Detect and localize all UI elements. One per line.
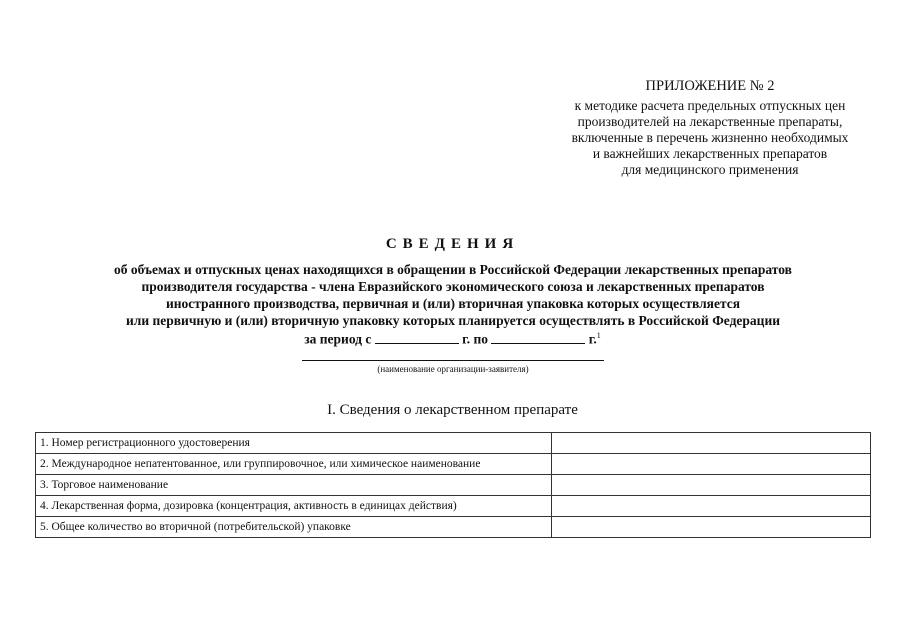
drug-info-table <box>35 432 871 538</box>
period-line <box>0 331 905 348</box>
row-label: 3. Торговое наименование <box>36 475 552 496</box>
period-suffix: г. <box>588 331 597 347</box>
org-name-line[interactable] <box>302 360 604 361</box>
period-start-blank[interactable] <box>375 332 459 344</box>
row-value-cell[interactable] <box>552 517 871 538</box>
subtitle-line: иностранного производства, первичная и (или) вторичная упаковка которых осуществляется <box>165 296 741 311</box>
table-row <box>36 496 871 517</box>
row-value-cell[interactable] <box>552 475 871 496</box>
subtitle-line: об объемах и отпускных ценах находящихся в обращении в Российской Федерации лекарственных препаратов <box>114 262 792 277</box>
table-row <box>36 433 871 454</box>
appendix-line: включенные в перечень жизненно необходимых <box>571 130 849 145</box>
table-row <box>36 475 871 496</box>
subtitle-line: или первичную и (или) вторичную упаковку которых планируется осуществлять в Российской Федерации <box>125 313 781 328</box>
subtitle-line: производителя государства - члена Евразийского экономического союза и лекарственных препаратов <box>141 279 765 294</box>
appendix-line: и важнейших лекарственных препаратов <box>592 146 828 161</box>
table-row <box>36 517 871 538</box>
appendix-header <box>540 78 880 178</box>
appendix-title: ПРИЛОЖЕНИЕ № 2 <box>645 78 775 94</box>
row-label: 2. Международное непатентованное, или группировочное, или химическое наименование <box>36 454 552 475</box>
period-end-blank[interactable] <box>491 332 585 344</box>
period-prefix: за период с <box>304 331 372 347</box>
row-label: 5. Общее количество во вторичной (потребительской) упаковке <box>36 517 552 538</box>
row-value-cell[interactable] <box>552 454 871 475</box>
org-name-caption: (наименование организации-заявителя) <box>377 364 529 374</box>
row-label: 4. Лекарственная форма, дозировка (концентрация, активность в единицах действия) <box>36 496 552 517</box>
footnote-marker: 1 <box>596 331 601 340</box>
appendix-line: для медицинского применения <box>621 162 799 177</box>
row-value-cell[interactable] <box>552 496 871 517</box>
appendix-line: производителей на лекарственные препараты, <box>577 114 843 129</box>
section-title: I. Сведения о лекарственном препарате <box>327 402 578 418</box>
period-middle: г. по <box>462 331 489 347</box>
row-label: 1. Номер регистрационного удостоверения <box>36 433 552 454</box>
table-row <box>36 454 871 475</box>
document-subtitle <box>40 261 866 329</box>
row-value-cell[interactable] <box>552 433 871 454</box>
document-title: СВЕДЕНИЯ <box>385 236 520 252</box>
appendix-line: к методике расчета предельных отпускных цен <box>574 98 846 113</box>
